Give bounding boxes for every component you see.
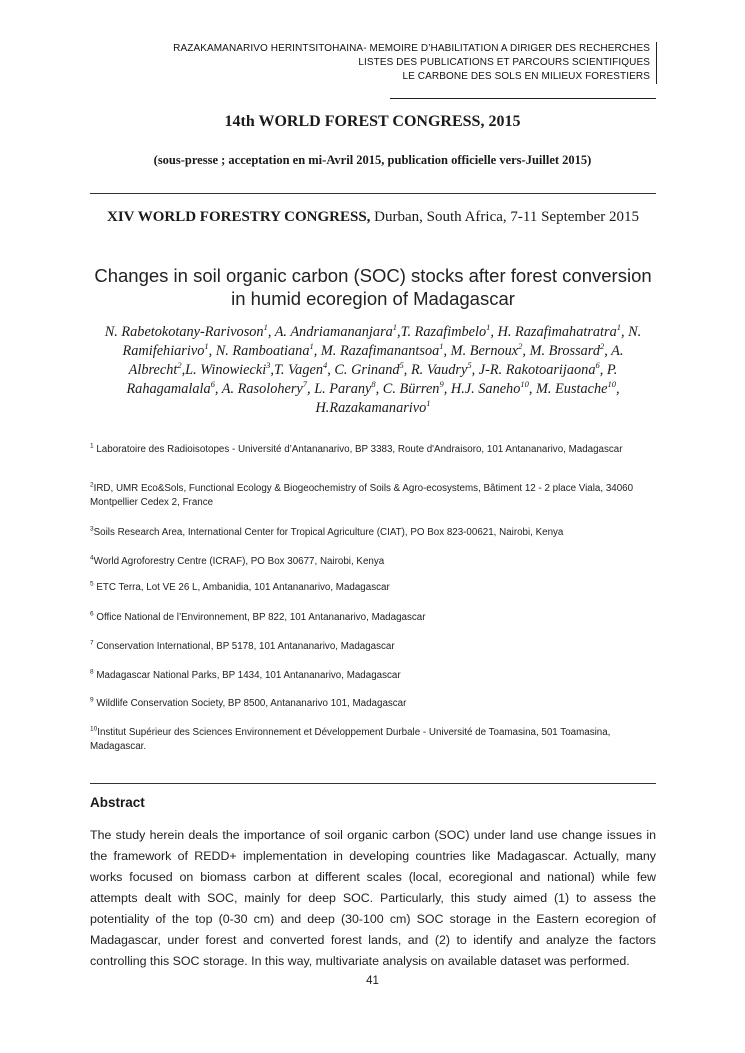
affiliation-text: ETC Terra, Lot VE 26 L, Ambanidia, 101 Antananarivo, Madagascar bbox=[93, 582, 390, 593]
author-affiliation-number: 6 bbox=[595, 360, 600, 371]
author-name: C. Grinand bbox=[334, 362, 400, 378]
author-affiliation-number: 1 bbox=[309, 341, 314, 352]
author-name: A. Albrecht bbox=[128, 343, 624, 378]
author-separator: , bbox=[181, 362, 186, 378]
congress-title: 14th WORLD FOREST CONGRESS, 2015 bbox=[224, 113, 521, 130]
affiliation-item bbox=[90, 443, 656, 457]
author-affiliation-number: 6 bbox=[210, 379, 215, 390]
author-affiliation-number: 5 bbox=[467, 360, 472, 371]
author-name: M. Eustache bbox=[536, 381, 608, 397]
author-separator: , bbox=[270, 362, 274, 378]
author-separator: , bbox=[443, 381, 451, 397]
affiliation-item bbox=[90, 482, 656, 510]
author-name: C. Bürren bbox=[382, 381, 440, 397]
affiliation-number: 7 bbox=[90, 639, 94, 647]
author-separator: , bbox=[599, 362, 607, 378]
affiliation-text: Madagascar National Parks, BP 1434, 101 Antananarivo, Madagascar bbox=[93, 670, 401, 681]
author-name: P. Rahagamalala bbox=[126, 362, 618, 397]
author-name: M. Brossard bbox=[529, 343, 600, 359]
affiliation-number: 3 bbox=[90, 525, 94, 533]
author-separator: , bbox=[313, 343, 321, 359]
affiliation-number: 2 bbox=[90, 481, 94, 489]
author-separator: , bbox=[620, 324, 629, 340]
author-separator: , bbox=[208, 343, 216, 359]
author-affiliation-number: 8 bbox=[371, 379, 376, 390]
header-rule bbox=[390, 98, 656, 99]
affiliation-item bbox=[90, 555, 656, 569]
author-separator: , bbox=[471, 362, 479, 378]
author-affiliation-number: 5 bbox=[399, 360, 404, 371]
author-name: T. Vagen bbox=[274, 362, 323, 378]
author-name: T. Razafimbelo bbox=[400, 324, 487, 340]
affiliation-text: IRD, UMR Eco&Sols, Functional Ecology & Biogeochemistry of Soils & Agro-ecosystems, Bâtiment 12 - 2 place Viala, 34060 Montpellier Cedex 2, France bbox=[90, 483, 634, 508]
author-separator: , bbox=[397, 324, 401, 340]
affiliation-number: 10 bbox=[90, 725, 98, 733]
header-line-2: LISTES DES PUBLICATIONS ET PARCOURS SCIENTIFIQUES bbox=[358, 57, 650, 68]
forestry-congress-name: XIV WORLD FORESTRY CONGRESS, bbox=[107, 209, 371, 225]
author-affiliation-number: 4 bbox=[322, 360, 328, 371]
author-name: H. Razafimahatratra bbox=[497, 324, 617, 340]
author-affiliation-number: 10 bbox=[520, 379, 529, 390]
author-separator: , bbox=[522, 343, 530, 359]
affiliation-text: Wildlife Conservation Society, BP 8500, Antananarivo 101, Madagascar bbox=[93, 698, 407, 709]
affiliation-text: Laboratoire des Radioisotopes - Université d’Antananarivo, BP 3383, Route d'Andraisoro, 101 Antananarivo, Madagascar bbox=[93, 444, 623, 455]
affiliation-item bbox=[90, 581, 656, 595]
author-name: L. Winowiecki bbox=[185, 362, 267, 378]
forestry-congress-place: Durban, South Africa, 7-11 September 2015 bbox=[370, 209, 639, 225]
author-name: M. Razafimanantsoa bbox=[320, 343, 440, 359]
affiliation-number: 6 bbox=[90, 610, 94, 618]
abstract-heading: Abstract bbox=[90, 795, 145, 810]
affiliation-item bbox=[90, 640, 656, 654]
affiliation-item bbox=[90, 611, 656, 625]
author-separator: , bbox=[267, 324, 275, 340]
affiliation-item bbox=[90, 669, 656, 683]
author-affiliation-number: 9 bbox=[439, 379, 444, 390]
affiliation-number: 1 bbox=[90, 442, 94, 450]
author-affiliation-number: 1 bbox=[204, 341, 209, 352]
affiliation-number: 8 bbox=[90, 668, 94, 676]
author-affiliation-number: 1 bbox=[426, 398, 431, 409]
author-name: M. Bernoux bbox=[450, 343, 519, 359]
author-affiliation-number: 2 bbox=[518, 341, 523, 352]
affiliation-item bbox=[90, 526, 656, 540]
affiliation-number: 5 bbox=[90, 580, 94, 588]
page-number: 41 bbox=[366, 975, 379, 987]
affiliation-item bbox=[90, 726, 656, 754]
affiliation-text: Conservation International, BP 5178, 101 Antananarivo, Madagascar bbox=[93, 641, 395, 652]
affiliation-number: 9 bbox=[90, 696, 94, 704]
author-affiliation-number: 1 bbox=[439, 341, 444, 352]
author-affiliation-number: 10 bbox=[607, 379, 616, 390]
divider-abstract bbox=[90, 783, 656, 784]
congress-status: (sous-presse ; acceptation en mi-Avril 2015, publication officielle vers-Juillet 2015) bbox=[153, 153, 592, 167]
author-name: N. Ramboatiana bbox=[215, 343, 310, 359]
abstract-body: The study herein deals the importance of soil organic carbon (SOC) under land use change issues in the framework of REDD+ implementation in developing countries like Madagascar. Actually, many works focused on biomass carbon at different scales (local, ecoregional and national) while few attempts dealt with SOC, mainly for deep SOC. Particularly, this study aimed (1) to assess the potentiality of the top (0-30 cm) and deep (30-100 cm) SOC storage in the Eastern ecoregion of Madagascar, under forest and converted forest lands, and (2) to identify and analyze the factors controlling this SOC storage. In this way, multivariate analysis on available dataset was performed. bbox=[90, 828, 656, 968]
author-affiliation-number: 1 bbox=[392, 322, 398, 333]
author-affiliation-number: 3 bbox=[266, 360, 271, 371]
author-separator: , bbox=[327, 362, 335, 378]
affiliation-text: Soils Research Area, International Center for Tropical Agriculture (CIAT), PO Box 823-00621, Nairobi, Kenya bbox=[93, 527, 564, 538]
author-name: N. Ramifehiarivo bbox=[122, 324, 642, 359]
author-separator: , bbox=[443, 343, 451, 359]
author-separator: , bbox=[214, 381, 222, 397]
author-name: A. Andriamananjara bbox=[274, 324, 393, 340]
author-separator: , bbox=[375, 381, 383, 397]
author-affiliation-number: 1 bbox=[263, 322, 268, 333]
author-separator: , bbox=[615, 381, 620, 397]
author-separator: , bbox=[403, 362, 411, 378]
author-name: L. Parany bbox=[314, 381, 372, 397]
affiliation-number: 4 bbox=[90, 554, 94, 562]
divider-top bbox=[90, 193, 656, 194]
affiliation-item bbox=[90, 697, 656, 711]
affiliation-text: Office National de l’Environnement, BP 822, 101 Antananarivo, Madagascar bbox=[93, 612, 426, 623]
paper-title: Changes in soil organic carbon (SOC) stocks after forest conversion in humid ecoregion of Madagascar bbox=[94, 265, 652, 309]
author-separator: , bbox=[604, 343, 612, 359]
forestry-congress-line bbox=[90, 209, 656, 226]
header-line-1: RAZAKAMANARIVO HERINTSITOHAINA- MEMOIRE D’HABILITATION A DIRIGER DES RECHERCHES bbox=[173, 43, 650, 54]
author-name: A. Rasolohery bbox=[221, 381, 303, 397]
author-name: R. Vaudry bbox=[410, 362, 468, 378]
affiliation-text: World Agroforestry Centre (ICRAF), PO Box 30677, Nairobi, Kenya bbox=[93, 556, 385, 567]
author-separator: , bbox=[528, 381, 537, 397]
author-affiliation-number: 2 bbox=[600, 341, 605, 352]
author-separator: , bbox=[307, 381, 315, 397]
author-name: H.J. Saneho bbox=[450, 381, 521, 397]
author-separator: , bbox=[490, 324, 498, 340]
author-affiliation-number: 7 bbox=[302, 379, 308, 390]
author-name: H.Razakamanarivo bbox=[315, 400, 427, 416]
author-name: N. Rabetokotany-Rarivoson bbox=[104, 324, 264, 340]
author-name: J-R. Rakotoarijaona bbox=[478, 362, 596, 378]
affiliation-text: Institut Supérieur des Sciences Environnement et Développement Durbale - Université de Toamasina, 501 Toamasina, Madagascar. bbox=[90, 727, 611, 752]
header-line-3: LE CARBONE DES SOLS EN MILIEUX FORESTIERS bbox=[402, 71, 650, 82]
author-affiliation-number: 1 bbox=[616, 322, 621, 333]
author-affiliation-number: 2 bbox=[177, 360, 182, 371]
author-affiliation-number: 1 bbox=[486, 322, 491, 333]
author-list bbox=[90, 323, 656, 418]
running-header bbox=[90, 42, 657, 84]
